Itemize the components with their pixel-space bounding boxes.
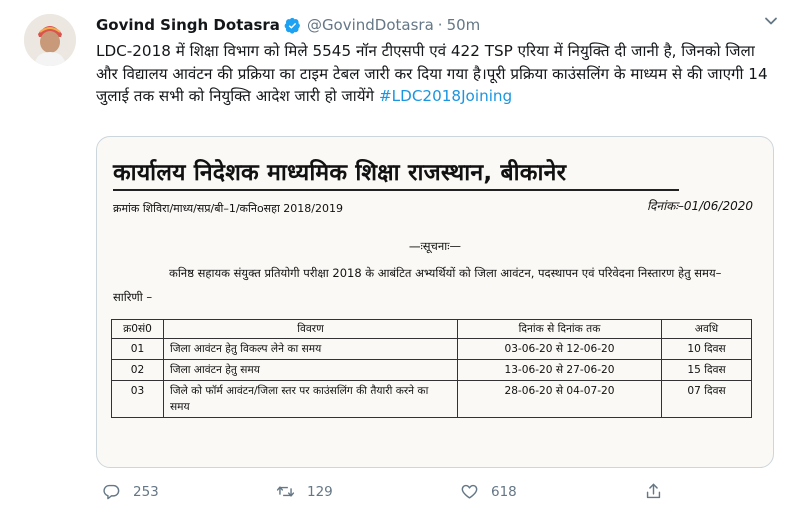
avatar-portrait-icon — [24, 14, 76, 66]
tweet-timestamp[interactable]: 50m — [446, 16, 481, 34]
description-cell: जिला आवंटन हेतु समय — [164, 360, 458, 381]
separator-dot: · — [437, 16, 443, 34]
table-row — [112, 339, 752, 360]
document-reference: क्रमांक शिविरा/माध्य/सप्र/बी–1/कनिoसहा 2018/2019 — [113, 202, 344, 215]
serial-cell: 01 — [112, 339, 164, 360]
retweet-icon — [276, 482, 295, 501]
document-date: दिनांकः–01/06/2020 — [646, 199, 753, 213]
tweet-actions — [96, 482, 696, 506]
schedule-table — [111, 319, 752, 418]
table-header-row — [112, 320, 752, 339]
document-title: कार्यालय निदेशक माध्यमिक शिक्षा राजस्थान, बीकानेर — [113, 160, 567, 186]
avatar[interactable] — [24, 14, 76, 66]
tweet-media-image[interactable] — [96, 136, 774, 468]
column-header: अवधि — [662, 320, 752, 339]
share-button[interactable] — [644, 482, 675, 501]
author-handle[interactable]: @GovindDotasra — [306, 16, 434, 34]
retweet-count: 129 — [307, 483, 333, 500]
period-cell: 15 दिवस — [662, 360, 752, 381]
title-underline — [113, 189, 679, 191]
dates-cell: 03-06-20 से 12-06-20 — [458, 339, 662, 360]
column-header: क्र0सं0 — [112, 320, 164, 339]
chevron-down-icon[interactable] — [764, 14, 778, 28]
tweet-header — [96, 12, 780, 38]
retweet-button[interactable] — [276, 482, 333, 501]
tweet-body: LDC-2018 में शिक्षा विभाग को मिले 5545 नॉन टीएसपी एवं 422 TSP एरिया में नियुक्ति दी जानी है, जिनको जिला और विद्यालय आवंटन की प्रक्रिया का टाइम टेबल जारी कर दिया गया है।पूरी प्रक्रिया काउंसलिंग के माध्यम से की जाएगी 14 जुलाई तक सभी को नियुक्ति आदेश जारी हो जायेंगे — [96, 42, 768, 105]
table-row — [112, 360, 752, 381]
serial-cell: 02 — [112, 360, 164, 381]
period-cell: 07 दिवस — [662, 381, 752, 418]
serial-cell: 03 — [112, 381, 164, 418]
reply-count: 253 — [133, 483, 159, 500]
author-name[interactable]: Govind Singh Dotasra — [96, 16, 280, 34]
reply-button[interactable] — [102, 482, 159, 501]
tweet-text — [96, 40, 768, 108]
reply-icon — [102, 482, 121, 501]
column-header: विवरण — [164, 320, 458, 339]
period-cell: 10 दिवस — [662, 339, 752, 360]
heart-icon — [460, 482, 479, 501]
notice-document — [97, 137, 773, 467]
hashtag-link[interactable]: #LDC2018Joining — [378, 87, 513, 105]
like-button[interactable] — [460, 482, 517, 501]
verified-badge-icon — [284, 17, 301, 34]
dates-cell: 28-06-20 से 04-07-20 — [458, 381, 662, 418]
share-icon — [644, 482, 663, 501]
dates-cell: 13-06-20 से 27-06-20 — [458, 360, 662, 381]
table-row — [112, 381, 752, 418]
column-header: दिनांक से दिनांक तक — [458, 320, 662, 339]
description-cell: जिला आवंटन हेतु विकल्प लेने का समय — [164, 339, 458, 360]
like-count: 618 — [491, 483, 517, 500]
description-cell: जिले को फॉर्म आवंटन/जिला स्तर पर काउंसलिंग की तैयारी करने का समय — [164, 381, 458, 418]
document-notice-heading: —ःसूचनाः— — [408, 239, 462, 253]
document-paragraph: कनिष्ठ सहायक संयुक्त प्रतियोगी परीक्षा 2018 के आबंटित अभ्यर्थियों को जिला आवंटन, पदस्थापन एवं परिवेदना निस्तारण हेतु समय–सारिणी – — [113, 266, 722, 304]
